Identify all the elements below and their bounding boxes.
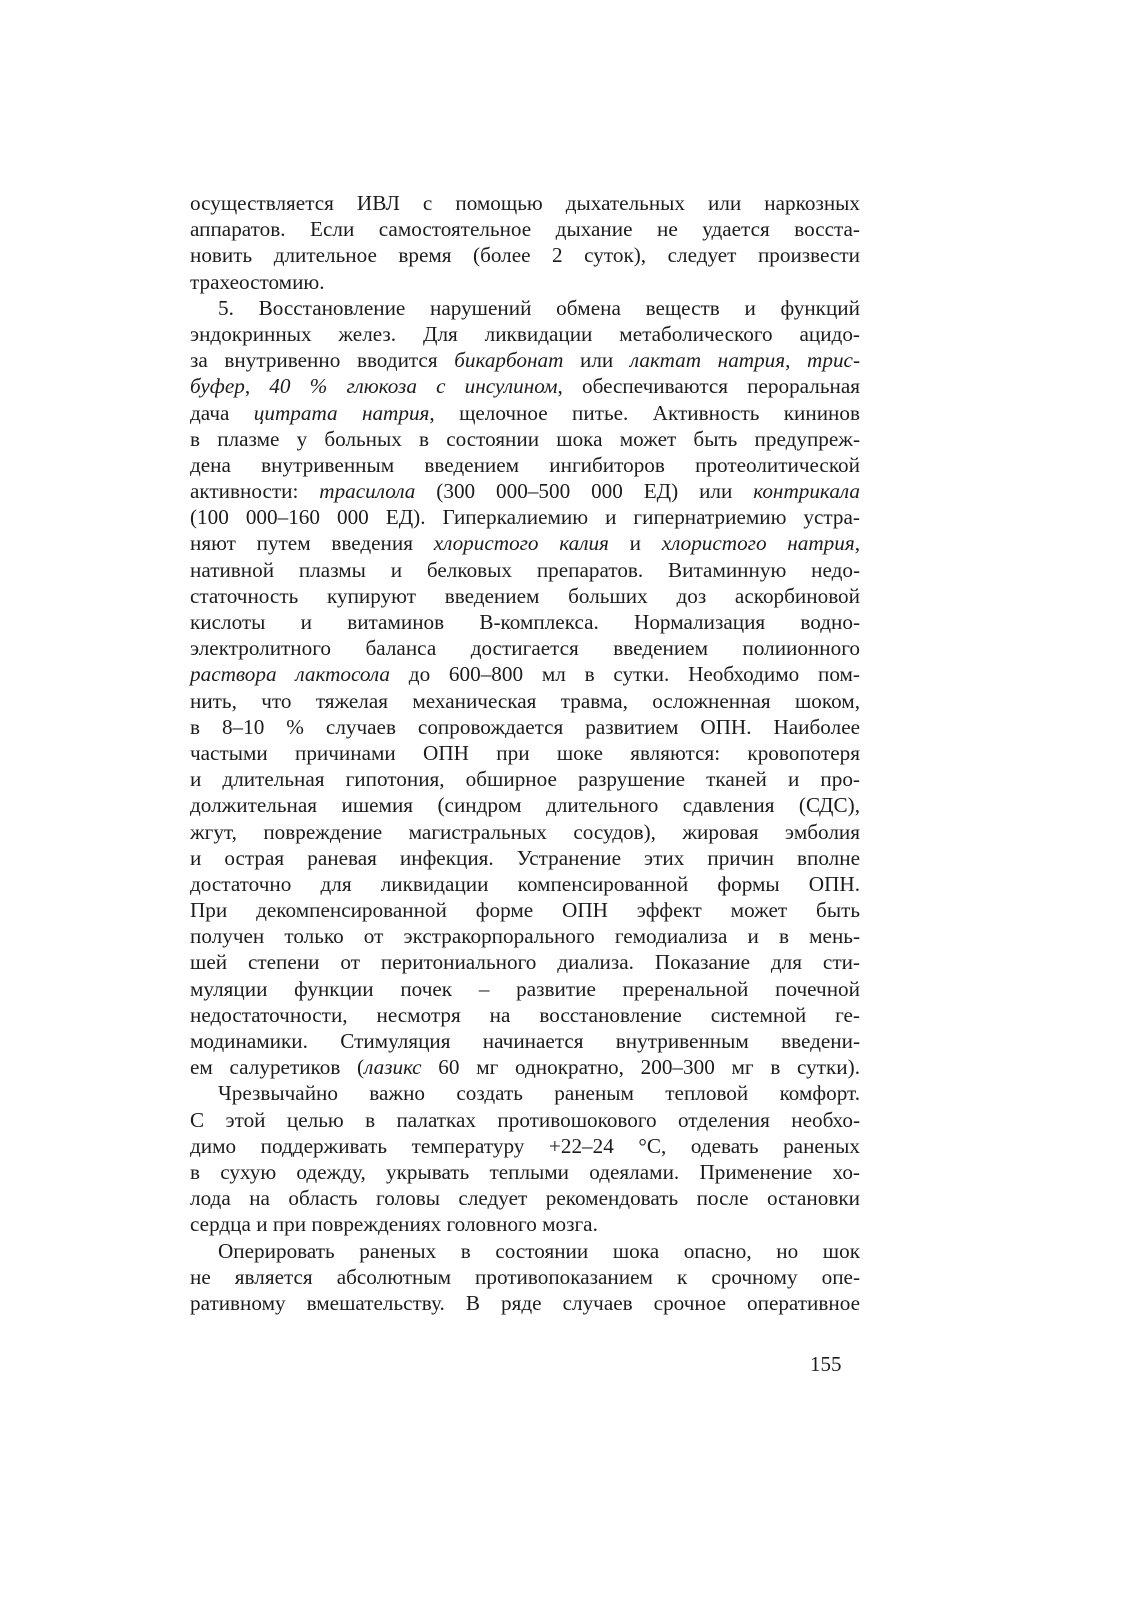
- text-line: достаточно для ликвидации компенсированной формы ОПН.: [190, 871, 860, 896]
- text-line: Оперировать раненых в состоянии шока опасно, но шок: [218, 1238, 860, 1263]
- text-line: ем салуретиков (лазикс 60 мг однократно, 200–300 мг в сутки).: [190, 1055, 860, 1080]
- text-line: осуществляется ИВЛ с помощью дыхательных или наркозных: [190, 191, 860, 215]
- text-line: (100 000–160 000 ЕД). Гиперкалиемию и гипернатриемию устра-: [190, 505, 860, 530]
- text-line: муляции функции почек – развитие преренальной почечной: [190, 976, 860, 1001]
- text-line: недостаточности, несмотря на восстановление системной ге-: [190, 1002, 860, 1027]
- text-line: дена внутривенным введением ингибиторов протеолитической: [190, 452, 860, 477]
- text-line: При декомпенсированной форме ОПН эффект может быть: [190, 898, 860, 923]
- text-line: сердца и при повреждениях головного мозга.: [190, 1212, 598, 1237]
- text-line: за внутривенно вводится бикарбонат или лактат натрия, трис-: [190, 348, 860, 373]
- text-line: трахеостомию.: [190, 269, 325, 294]
- text-line: лода на область головы следует рекомендовать после остановки: [190, 1186, 860, 1211]
- text-line: активности: трасилола (300 000–500 000 ЕД) или контрикала: [190, 479, 860, 504]
- text-line: эндокринных желез. Для ликвидации метаболического ацидо-: [190, 321, 860, 346]
- text-line: модинамики. Стимуляция начинается внутривенным введени-: [190, 1029, 860, 1053]
- page-number: 155: [810, 1352, 842, 1376]
- text-line: должительная ишемия (синдром длительного сдавления (СДС),: [190, 793, 860, 818]
- text-line: частыми причинами ОПН при шоке являются: кровопотеря: [190, 740, 860, 765]
- text-line: в сухую одежду, укрывать теплыми одеялами. Применение хо-: [190, 1159, 860, 1184]
- text-line: статочность купируют введением больших доз аскорбиновой: [190, 583, 860, 608]
- text-line: жгут, повреждение магистральных сосудов), жировая эмболия: [190, 819, 860, 844]
- text-line: димо поддерживать температуру +22–24 °С, одевать раненых: [190, 1133, 860, 1158]
- text-line: электролитного баланса достигается введением полиионного: [190, 636, 860, 661]
- text-line: и острая раневая инфекция. Устранение этих причин вполне: [190, 845, 860, 870]
- text-line: в 8–10 % случаев сопровождается развитием ОПН. Наиболее: [190, 714, 860, 739]
- text-line: в плазме у больных в состоянии шока может быть предупреж-: [190, 426, 860, 451]
- text-line: нить, что тяжелая механическая травма, осложненная шоком,: [190, 688, 860, 713]
- text-line: дача цитрата натрия, щелочное питье. Активность кининов: [190, 400, 860, 425]
- text-line: ративному вмешательству. В ряде случаев срочное оперативное: [190, 1290, 860, 1315]
- text-line: няют путем введения хлористого калия и хлористого натрия,: [190, 531, 861, 556]
- text-line: новить длительное время (более 2 суток), следует произвести: [190, 243, 860, 268]
- text-line: раствора лактосола до 600–800 мл в сутки. Необходимо пом-: [190, 662, 860, 687]
- body-text: [190, 190, 860, 1316]
- text-line: кислоты и витаминов В-комплекса. Нормализация водно-: [190, 610, 860, 634]
- text-line: нативной плазмы и белковых препаратов. Витаминную недо-: [190, 557, 860, 582]
- text-line: буфер, 40 % глюкоза с инсулином, обеспечиваются пероральная: [190, 374, 860, 399]
- text-line: 5. Восстановление нарушений обмена веществ и функций: [218, 295, 860, 320]
- text-line: и длительная гипотония, обширное разрушение тканей и про-: [190, 767, 860, 792]
- text-line: С этой целью в палатках противошокового отделения необхо-: [190, 1107, 860, 1132]
- text-line: шей степени от перитониального диализа. Показание для сти-: [190, 950, 860, 975]
- text-line: не является абсолютным противопоказанием к срочному опе-: [190, 1264, 860, 1289]
- text-line: получен только от экстракорпорального гемодиализа и в мень-: [190, 924, 860, 949]
- text-line: аппаратов. Если самостоятельное дыхание не удается восста-: [190, 217, 860, 242]
- text-line: Чрезвычайно важно создать раненым тепловой комфорт.: [218, 1081, 860, 1106]
